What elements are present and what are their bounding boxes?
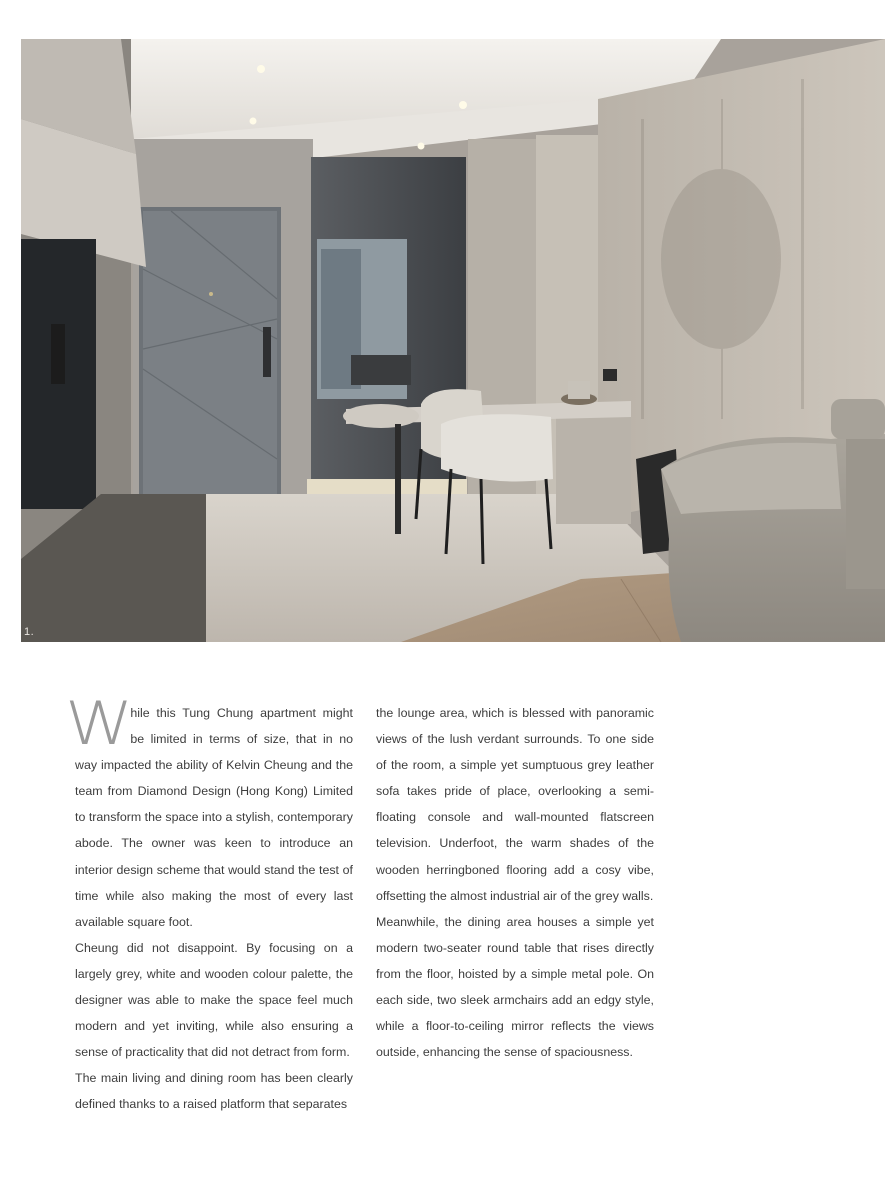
article-paragraph-3: The main living and dining room has been clearly defined thanks to a raised platform that separates — [75, 1071, 353, 1112]
article-paragraph-2: Cheung did not disappoint. By focusing on a largely grey, white and wooden colour palette, the designer was able to make the space feel much modern and yet inviting, while also ensuring a sense of practicality that did not detract from form. — [75, 940, 353, 1060]
article-paragraph-4: the lounge area, which is blessed with panoramic views of the lush verdant surrounds. To one side of the room, a simple yet sumptuous grey leather sofa takes pride of place, overlooking a semi-floating console and wall-mounted flatscreen television. Underfoot, the warm shades of the wooden herringboned flooring add a cosy vibe, offsetting the almost industrial air of the grey walls. — [376, 706, 654, 903]
dropcap-letter: W — [65, 689, 134, 759]
article-left-column — [65, 689, 353, 1118]
interior-photo-illustration — [21, 39, 885, 642]
article-paragraph-5: Meanwhile, the dining area houses a simple yet modern two-seater round table that rises directly from the floor, hoisted by a simple metal pole. On each side, two sleek armchairs add an edgy style, while a floor-to-ceiling mirror reflects the views outside, enhancing the sense of spaciousness. — [376, 914, 654, 1060]
article-right-column — [376, 700, 654, 1065]
paragraph-1-text: hile this Tung Chung apartment might be limited in terms of size, that in no way impacted the ability of Kelvin Cheung and the team from Diamond Design (Hong Kong) Limited to transform the space into a stylish, contemporary abode. The owner was keen to introduce an interior design scheme that would stand the test of time while also making the most of every last available square foot. — [75, 706, 353, 929]
photo-caption-number: 1. — [24, 626, 35, 638]
article-paragraph-1 — [65, 689, 353, 935]
interior-photo — [21, 39, 885, 642]
